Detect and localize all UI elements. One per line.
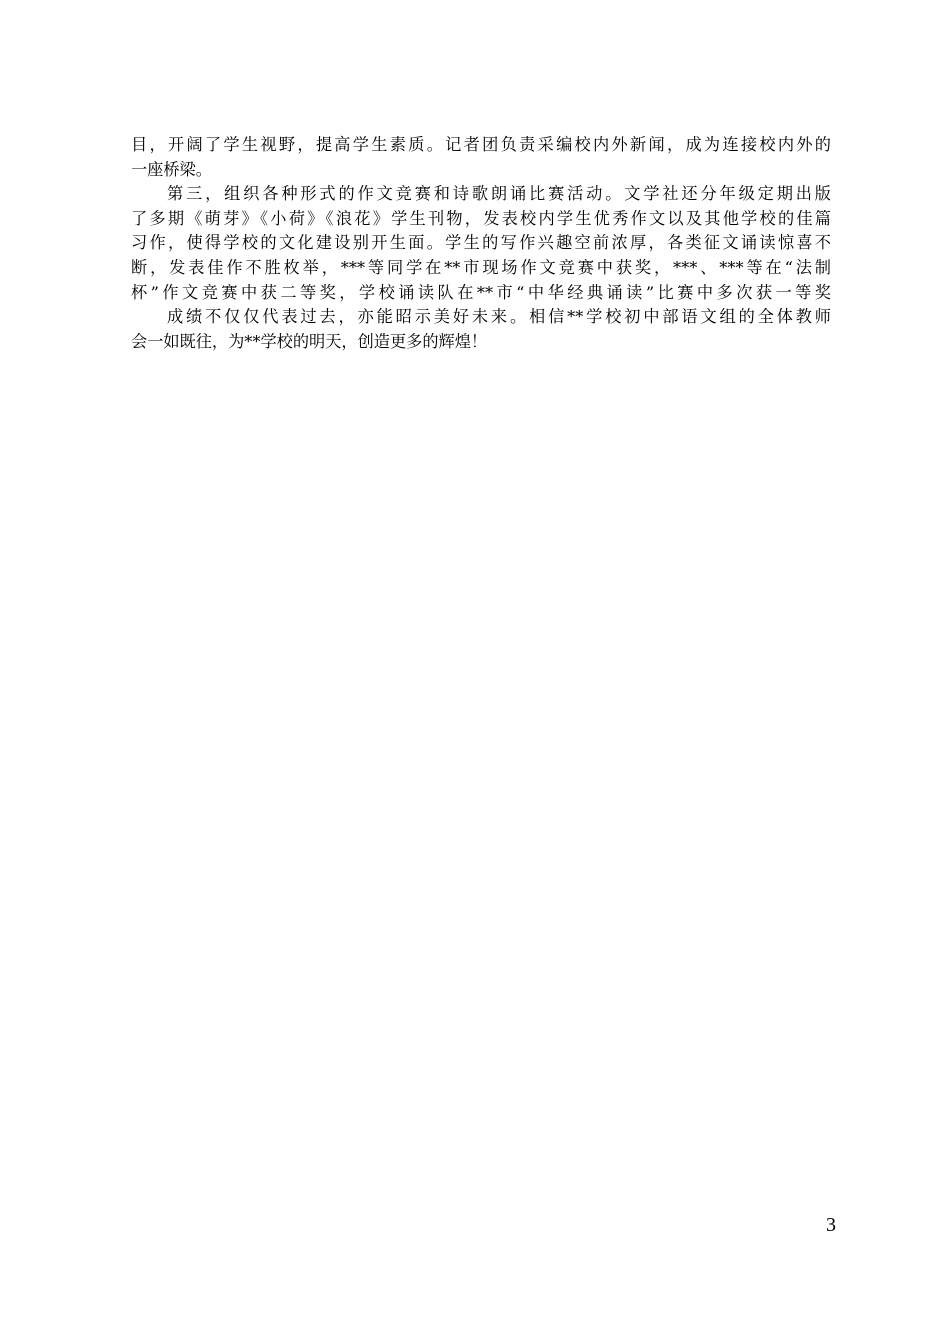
text-line: 了多期《萌芽》《小荷》《浪花》学生刊物，发表校内学生优秀作文以及其他学校的佳篇 [131,208,831,228]
text-line: 杯”作文竞赛中获二等奖，学校诵读队在**市“中华经典诵读”比赛中多次获一等奖 [131,282,831,302]
text-line: 目，开阔了学生视野，提高学生素质。记者团负责采编校内外新闻，成为连接校内外的 [131,135,831,154]
page-number: 3 [826,1214,836,1236]
text-line: 一座桥梁。 [131,159,212,179]
paragraph-3 [131,305,831,354]
paragraph-2 [131,182,831,305]
text-line: 会一如既往，为**学校的明天，创造更多的辉煌！ [131,331,488,351]
text-line: 成绩不仅仅代表过去，亦能昭示美好未来。相信**学校初中部语文组的全体教师 [167,307,831,327]
paragraph-1 [131,133,831,182]
text-line: 断，发表佳作不胜枚举，***等同学在**市现场作文竞赛中获奖，***、***等在“法制 [131,257,831,277]
document-body [131,133,831,354]
text-line: 第三，组织各种形式的作文竞赛和诗歌朗诵比赛活动。文学社还分年级定期出版 [167,184,831,204]
text-line: 习作，使得学校的文化建设别开生面。学生的写作兴趣空前浓厚，各类征文诵读惊喜不 [131,233,831,253]
